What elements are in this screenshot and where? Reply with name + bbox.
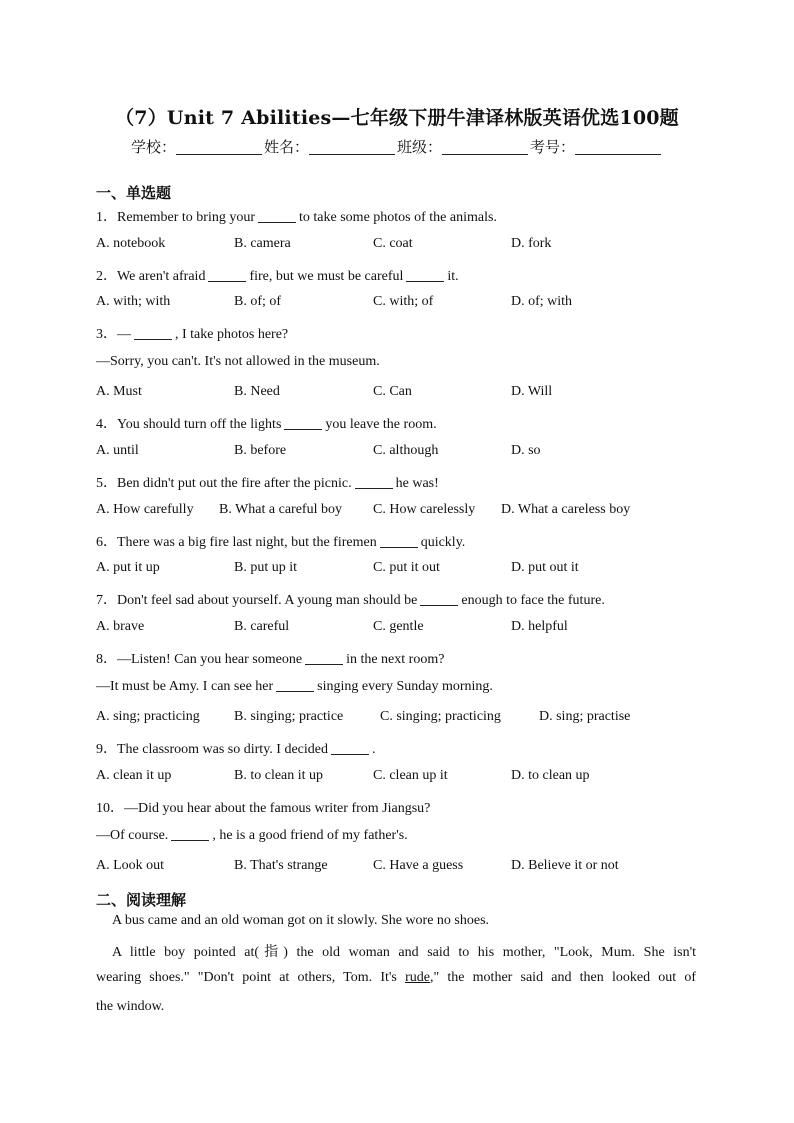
option-b: B. put up it <box>234 560 298 575</box>
question-2 <box>96 265 459 285</box>
question-2-text-a: 2．We aren't afraid <box>96 269 206 284</box>
question-5-text-a: 5．Ben didn't put out the fire after the picnic. <box>96 476 352 491</box>
reading-paragraph-2-line-3: the window. <box>96 999 165 1014</box>
answer-blank <box>355 476 393 489</box>
question-8-text-b: in the next room? <box>346 652 445 667</box>
option-c: C. clean up it <box>373 768 448 783</box>
option-a: A. clean it up <box>96 768 172 783</box>
question-10-reply <box>96 828 408 844</box>
question-8-reply <box>96 679 493 695</box>
option-d: D. so <box>511 443 541 458</box>
question-8-reply-a: —It must be Amy. I can see her <box>96 679 274 694</box>
name-blank[interactable] <box>309 140 395 155</box>
name-label: 姓名： <box>263 138 309 156</box>
question-2-text-c: it. <box>447 269 459 284</box>
option-c: C. How carelessly <box>373 502 476 517</box>
question-3-reply: —Sorry, you can't. It's not allowed in the museum. <box>96 354 380 369</box>
school-blank[interactable] <box>176 140 262 155</box>
option-c: C. Have a guess <box>373 858 464 873</box>
option-d: D. What a careless boy <box>501 502 631 517</box>
answer-blank <box>134 327 172 340</box>
option-b: B. of; of <box>234 294 282 309</box>
answer-blank <box>380 535 418 548</box>
question-8-reply-b: singing every Sunday morning. <box>317 679 493 694</box>
page-title: （7）Unit 7 Abilities—七年级下册牛津译林版英语优选100题 <box>115 107 679 129</box>
option-a: A. notebook <box>96 236 166 251</box>
question-10-reply-b: , he is a good friend of my father's. <box>212 828 408 843</box>
option-c: C. although <box>373 443 439 458</box>
section-heading-reading: 二、阅读理解 <box>96 891 187 909</box>
question-1-text-b: to take some photos of the animals. <box>299 210 497 225</box>
option-a: A. brave <box>96 619 145 634</box>
option-b: B. singing; practice <box>234 709 344 724</box>
exam-number-blank[interactable] <box>575 140 661 155</box>
question-4-text-b: you leave the room. <box>325 417 437 432</box>
reading-text: ," the mother said and then looked out of <box>429 970 697 985</box>
reading-paragraph-2-line-2 <box>96 970 696 986</box>
option-c: C. gentle <box>373 619 424 634</box>
question-8-text-a: 8．—Listen! Can you hear someone <box>96 652 303 667</box>
option-c: C. singing; practicing <box>380 709 501 724</box>
section-heading-single-choice: 一、单选题 <box>96 184 172 202</box>
option-b: B. Need <box>234 384 280 399</box>
student-info-row <box>0 136 794 157</box>
option-a: A. put it up <box>96 560 160 575</box>
answer-blank <box>305 652 343 665</box>
option-a: A. Must <box>96 384 142 399</box>
question-6-text-a: 6．There was a big fire last night, but the firemen <box>96 535 377 550</box>
option-d: D. Believe it or not <box>511 858 619 873</box>
answer-blank <box>406 269 444 282</box>
reading-paragraph-1: A bus came and an old woman got on it slowly. She wore no shoes. <box>112 913 490 928</box>
school-label: 学校： <box>130 138 176 156</box>
option-d: D. put out it <box>511 560 579 575</box>
question-7-text-b: enough to face the future. <box>461 593 605 608</box>
question-3 <box>96 323 288 343</box>
underlined-word: rude <box>405 970 430 985</box>
question-9-text-b: . <box>371 742 376 757</box>
question-8 <box>96 648 444 668</box>
class-blank[interactable] <box>442 140 528 155</box>
option-d: D. fork <box>511 236 552 251</box>
question-9-text-a: 9．The classroom was so dirty. I decided <box>96 742 328 757</box>
reading-paragraph-2-line-1: A little boy pointed at(指) the old woman and said to his mother, "Look, Mum. She isn't <box>112 945 696 960</box>
question-2-text-b: fire, but we must be careful <box>249 269 404 284</box>
option-d: D. of; with <box>511 294 573 309</box>
class-label: 班级： <box>397 138 443 156</box>
option-d: D. to clean up <box>511 768 590 783</box>
question-4-text-a: 4．You should turn off the lights <box>96 417 282 432</box>
question-3-text-b: , I take photos here? <box>175 327 289 342</box>
question-3-text-a: 3．— <box>96 327 131 342</box>
option-b: B. to clean it up <box>234 768 324 783</box>
option-b: B. What a careful boy <box>219 502 342 517</box>
option-c: C. Can <box>373 384 412 399</box>
option-a: A. until <box>96 443 139 458</box>
answer-blank <box>331 742 369 755</box>
question-9 <box>96 738 375 758</box>
option-b: B. before <box>234 443 287 458</box>
option-d: D. helpful <box>511 619 568 634</box>
question-4 <box>96 413 437 433</box>
question-5 <box>96 472 439 492</box>
question-6 <box>96 531 465 551</box>
question-7 <box>96 589 605 609</box>
option-a: A. Look out <box>96 858 165 873</box>
answer-blank <box>276 679 314 692</box>
option-a: A. sing; practicing <box>96 709 200 724</box>
question-1-text-a: 1．Remember to bring your <box>96 210 256 225</box>
option-a: A. with; with <box>96 294 171 309</box>
answer-blank <box>171 828 209 841</box>
option-b: B. careful <box>234 619 290 634</box>
option-c: C. coat <box>373 236 413 251</box>
question-1 <box>96 206 497 226</box>
question-10: 10．—Did you hear about the famous writer from Jiangsu? <box>96 801 431 816</box>
option-c: C. with; of <box>373 294 434 309</box>
option-c: C. put it out <box>373 560 440 575</box>
question-7-text-a: 7．Don't feel sad about yourself. A young man should be <box>96 593 418 608</box>
question-6-text-b: quickly. <box>420 535 466 550</box>
answer-blank <box>284 417 322 430</box>
answer-blank <box>258 210 296 223</box>
question-5-text-b: he was! <box>395 476 439 491</box>
reading-text: wearing shoes." "Don't point at others, Tom. It's <box>96 970 397 985</box>
answer-blank <box>420 593 458 606</box>
option-d: D. Will <box>511 384 553 399</box>
option-b: B. That's strange <box>234 858 328 873</box>
option-a: A. How carefully <box>96 502 194 517</box>
option-b: B. camera <box>234 236 291 251</box>
option-d: D. sing; practise <box>539 709 631 724</box>
exam-number-label: 考号： <box>530 138 576 156</box>
answer-blank <box>208 269 246 282</box>
question-10-reply-a: —Of course. <box>96 828 169 843</box>
